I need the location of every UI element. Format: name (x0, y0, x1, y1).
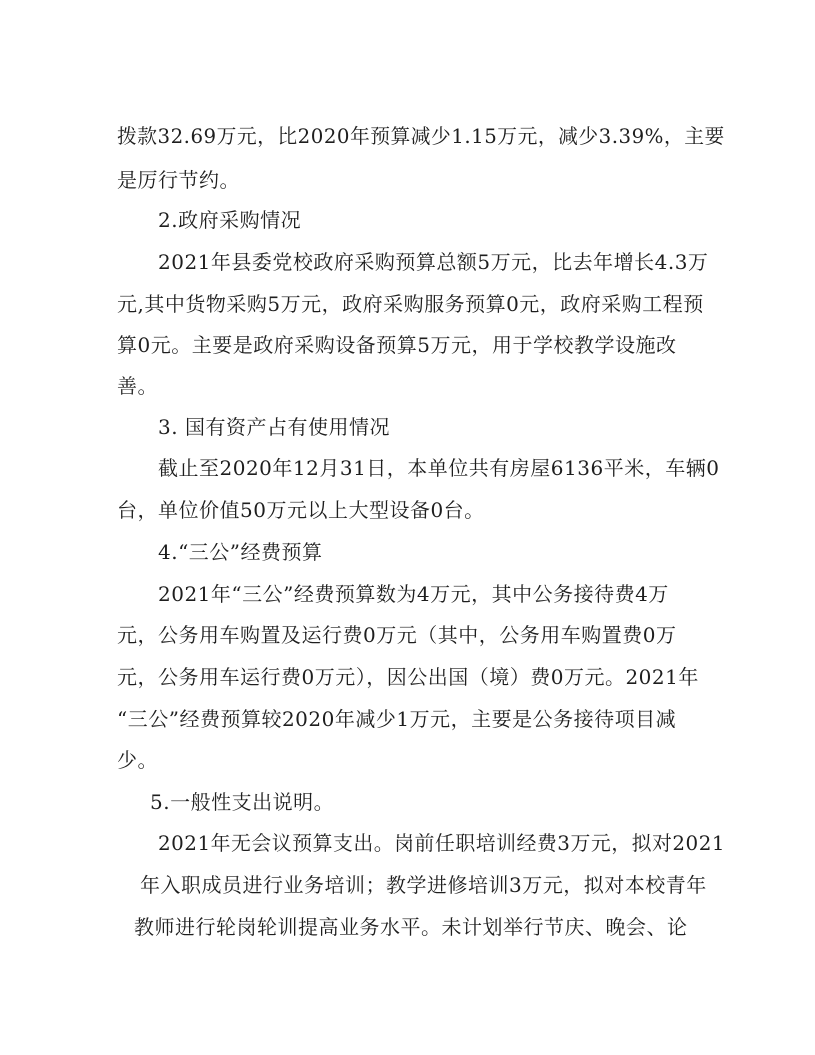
section-heading: 2.政府采购情况 (158, 208, 302, 232)
paragraph-line: 算0元。主要是政府采购设备预算5万元，用于学校教学设施改 (117, 333, 677, 357)
paragraph-line: 教师进行轮岗轮训提高业务水平。未计划举行节庆、晚会、论 (134, 915, 688, 939)
paragraph-line: 年入职成员进行业务培训；教学进修培训3万元，拟对本校青年 (140, 873, 707, 897)
paragraph-line: 是厉行节约。 (117, 168, 240, 192)
paragraph-line: 截止至2020年12月31日，本单位共有房屋6136平米，车辆0 (158, 456, 720, 480)
section-heading: 5.一般性支出说明。 (150, 790, 335, 814)
paragraph-line: 2021年县委党校政府采购预算总额5万元，比去年增长4.3万 (158, 250, 709, 274)
paragraph-line: 少。 (117, 748, 158, 772)
paragraph-line: 台，单位价值50万元以上大型设备0台。 (117, 498, 485, 522)
paragraph-line: 2021年无会议预算支出。岗前任职培训经费3万元，拟对2021 (158, 831, 726, 855)
paragraph-line: 元,其中货物采购5万元，政府采购服务预算0元，政府采购工程预 (117, 292, 704, 316)
paragraph-line: 2021年“三公”经费预算数为4万元，其中公务接待费4万 (158, 582, 669, 606)
paragraph-line: 元，公务用车运行费0万元），因公出国（境）费0万元。2021年 (117, 665, 699, 689)
paragraph-line: 拨款32.69万元，比2020年预算减少1.15万元，减少3.39%，主要 (117, 124, 725, 148)
section-heading: 4.“三公”经费预算 (158, 540, 323, 564)
paragraph-line: “三公”经费预算较2020年减少1万元，主要是公务接待项目减 (117, 707, 677, 731)
paragraph-line: 元，公务用车购置及运行费0万元（其中，公务用车购置费0万 (117, 623, 677, 647)
paragraph-line: 善。 (117, 374, 158, 398)
section-heading: 3. 国有资产占有使用情况 (158, 415, 390, 439)
